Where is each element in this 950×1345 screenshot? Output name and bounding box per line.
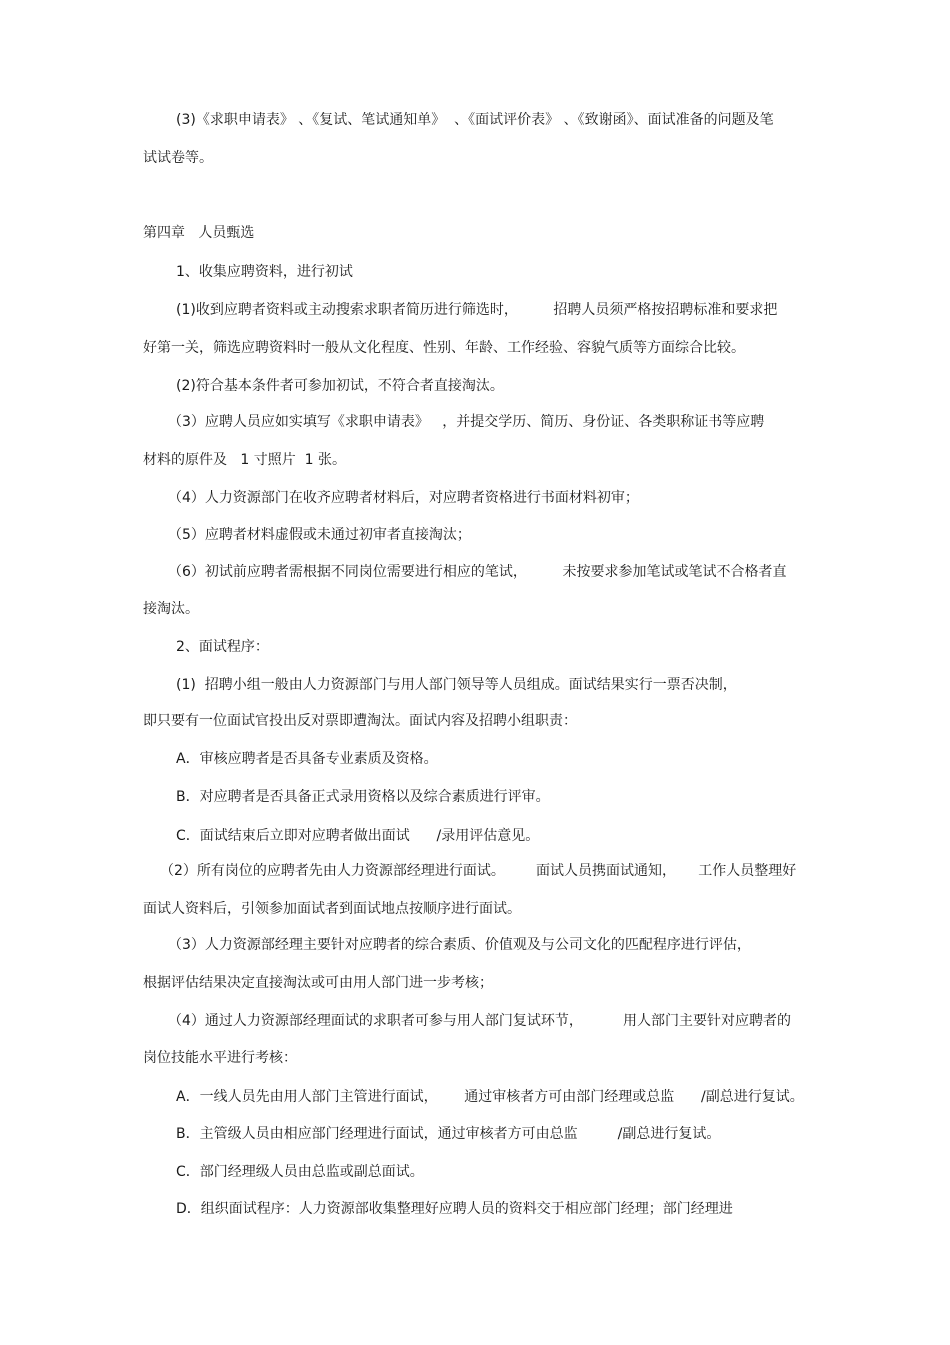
list-item: B．主管级人员由相应部门经理进行面试，通过审核者方可由总监 /副总进行复试。	[176, 1126, 721, 1142]
text-line: （3）人力资源部经理主要针对应聘者的综合素质、价值观及与公司文化的匹配程序进行评估，	[168, 937, 751, 953]
text-line: (1)收到应聘者资料或主动搜索求职者简历进行筛选时， 招聘人员须严格按招聘标准和要求把	[176, 302, 778, 318]
text-line: （2）所有岗位的应聘者先由人力资源部经理进行面试。 面试人员携面试通知， 工作人员整理好	[160, 863, 797, 879]
text-line: （6）初试前应聘者需根据不同岗位需要进行相应的笔试， 未按要求参加笔试或笔试不合格者直	[168, 564, 787, 580]
text-line: （4）人力资源部门在收齐应聘者材料后，对应聘者资格进行书面材料初审；	[168, 490, 639, 506]
section-heading: 2、面试程序：	[176, 639, 269, 655]
text-line: (3)《求职申请表》 、《复试、笔试通知单》 、《面试评价表》 、《致谢函》、面试准备的问题及笔	[176, 112, 774, 128]
text-line: (2)符合基本条件者可参加初试，不符合者直接淘汰。	[176, 378, 504, 394]
list-item: A．审核应聘者是否具备专业素质及资格。	[176, 751, 438, 767]
text-line: （3）应聘人员应如实填写《求职申请表》 ，并提交学历、简历、身份证、各类职称证书等应聘	[168, 414, 765, 430]
text-line: 即只要有一位面试官投出反对票即遭淘汰。面试内容及招聘小组职责：	[143, 713, 577, 729]
list-item: A．一线人员先由用人部门主管进行面试， 通过审核者方可由部门经理或总监 /副总进行复试。	[176, 1089, 804, 1105]
text-line: 根据评估结果决定直接淘汰或可由用人部门进一步考核；	[143, 975, 493, 991]
list-item: B．对应聘者是否具备正式录用资格以及综合素质进行评审。	[176, 789, 550, 805]
text-line: 材料的原件及 1 寸照片 1 张。	[143, 452, 346, 468]
chapter-heading: 第四章 人员甄选	[143, 225, 255, 241]
text-line: 接淘汰。	[143, 601, 199, 617]
text-line: (1) 招聘小组一般由人力资源部门与用人部门领导等人员组成。面试结果实行一票否决制，	[176, 677, 737, 693]
text-line: 岗位技能水平进行考核：	[143, 1050, 297, 1066]
list-item: C．面试结束后立即对应聘者做出面试 /录用评估意见。	[176, 828, 540, 844]
text-line: （5）应聘者材料虚假或未通过初审者直接淘汰；	[168, 527, 471, 543]
list-item: D．组织面试程序：人力资源部收集整理好应聘人员的资料交于相应部门经理；部门经理进	[176, 1201, 733, 1217]
text-line: 试试卷等。	[143, 150, 213, 166]
text-line: 面试人资料后，引领参加面试者到面试地点按顺序进行面试。	[143, 901, 521, 917]
list-item: C．部门经理级人员由总监或副总面试。	[176, 1164, 424, 1180]
text-line: （4）通过人力资源部经理面试的求职者可参与用人部门复试环节， 用人部门主要针对应聘者的	[168, 1013, 791, 1029]
text-line: 好第一关，筛选应聘资料时一般从文化程度、性别、年龄、工作经验、容貌气质等方面综合比较。	[143, 340, 745, 356]
section-heading: 1、收集应聘资料，进行初试	[176, 264, 353, 280]
